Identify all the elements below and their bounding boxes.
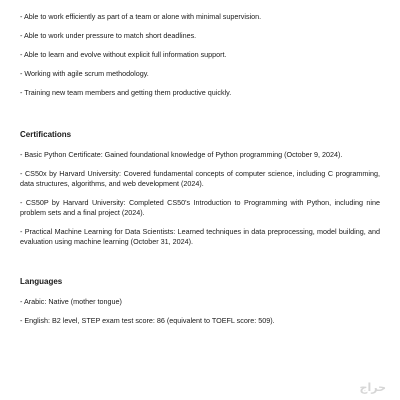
skills-list	[20, 12, 380, 98]
certification-item: - Practical Machine Learning for Data Scientists: Learned techniques in data preprocessing, model building, and evaluation using machine learning (October 31, 2024).	[20, 227, 380, 246]
certifications-heading: Certifications	[20, 130, 72, 139]
haraj-watermark: حراج	[359, 381, 386, 394]
certifications-section	[20, 130, 380, 247]
certification-item: - CS50P by Harvard University: Completed CS50's Introduction to Programming with Python, including nine problem sets and a final project (2024).	[20, 198, 380, 217]
resume-page	[20, 12, 380, 335]
skill-item: - Able to work under pressure to match short deadlines.	[20, 31, 197, 40]
certification-item: - CS50x by Harvard University: Covered fundamental concepts of computer science, including C programming, data structures, algorithms, and web development (2024).	[20, 169, 380, 188]
languages-section	[20, 277, 380, 326]
languages-heading: Languages	[20, 277, 63, 286]
skill-item: - Able to work efficiently as part of a team or alone with minimal supervision.	[20, 12, 262, 21]
skill-item: - Working with agile scrum methodology.	[20, 69, 149, 78]
language-item: - Arabic: Native (mother tongue)	[20, 297, 122, 306]
skill-item: - Training new team members and getting them productive quickly.	[20, 88, 232, 97]
skill-item: - Able to learn and evolve without explicit full information support.	[20, 50, 227, 59]
language-item: - English: B2 level, STEP exam test score: 86 (equivalent to TOEFL score: 509).	[20, 316, 275, 325]
certification-item: - Basic Python Certificate: Gained foundational knowledge of Python programming (October 9, 2024).	[20, 150, 343, 159]
